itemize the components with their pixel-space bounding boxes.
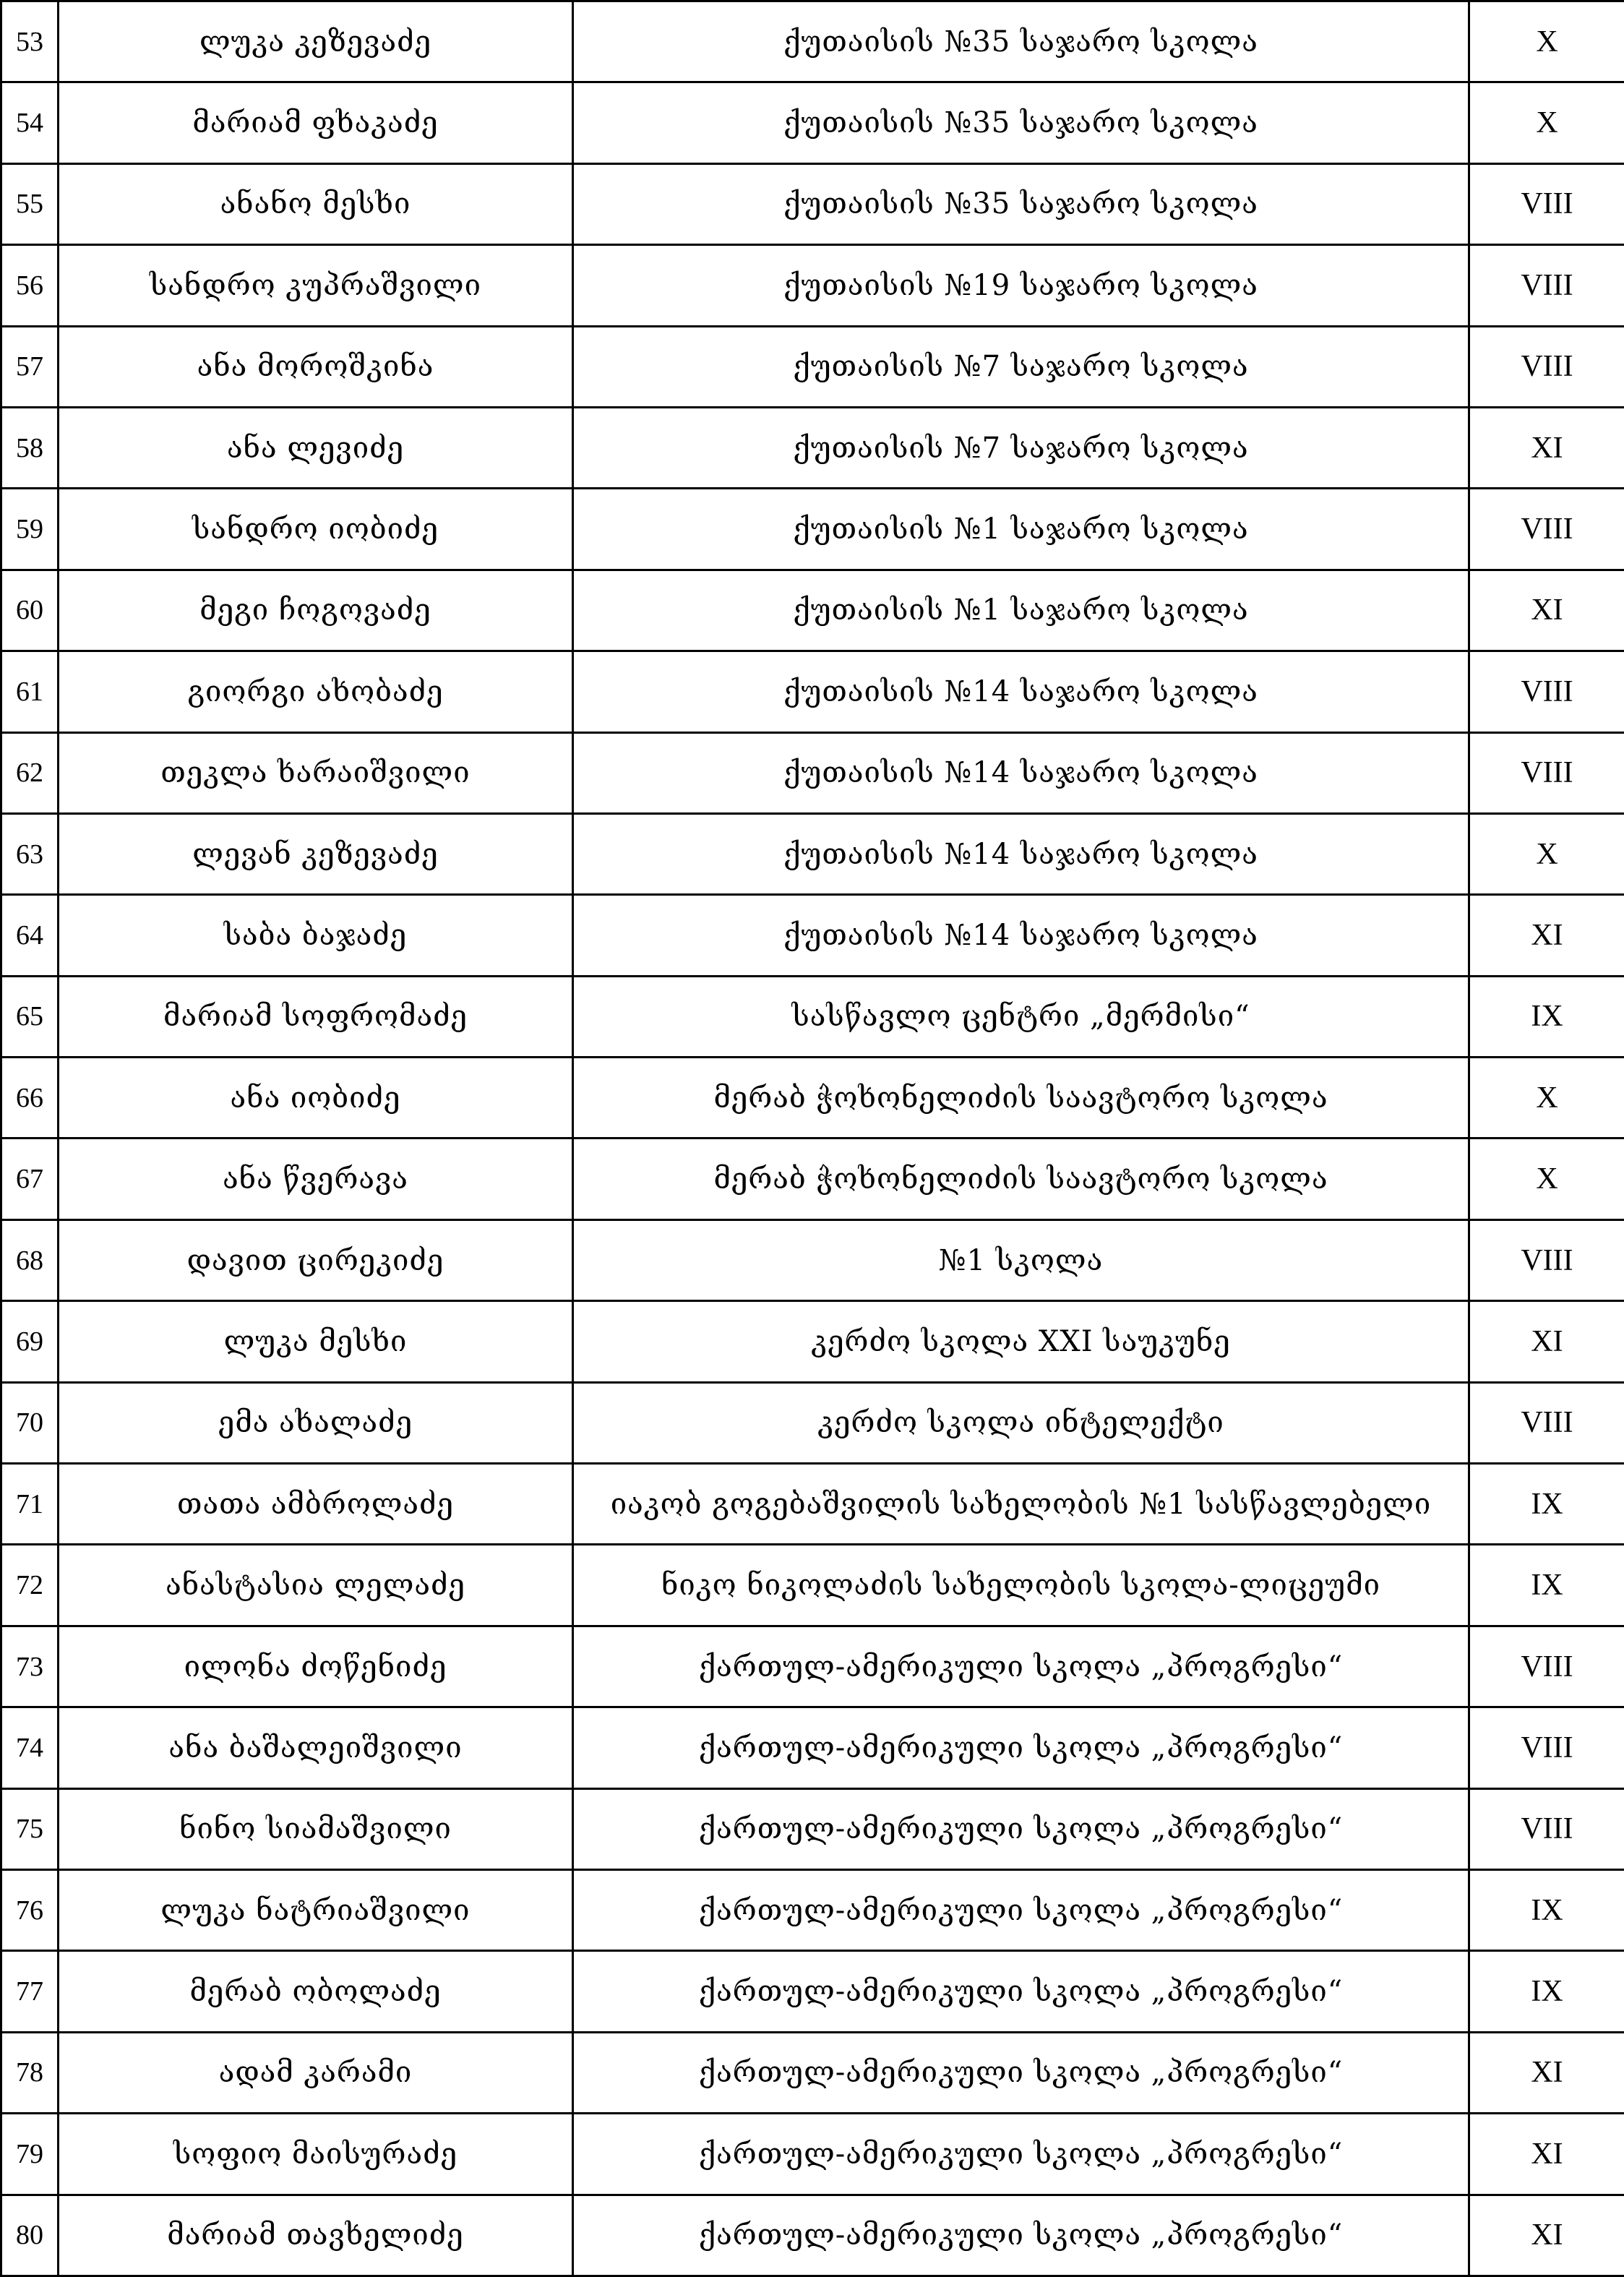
student-name-cell: გიორგი ახობაძე (59, 651, 573, 732)
grade-cell: XI (1469, 407, 1624, 488)
student-name-cell: ანა იობიძე (59, 1058, 573, 1138)
table-row (1, 732, 1624, 813)
school-name-cell: ნიკო ნიკოლაძის სახელობის სკოლა-ლიცეუმი (573, 1545, 1469, 1626)
row-number-cell: 61 (1, 651, 59, 732)
table-row (1, 82, 1624, 163)
table-row (1, 2114, 1624, 2195)
row-number-cell: 73 (1, 1626, 59, 1707)
table-row (1, 489, 1624, 570)
student-name-cell: ლუკა მესხი (59, 1301, 573, 1382)
school-name-cell: ქუთაისის №14 საჯარო სკოლა (573, 651, 1469, 732)
table-row (1, 1058, 1624, 1138)
grade-cell: XI (1469, 895, 1624, 976)
table-row (1, 326, 1624, 407)
table-row (1, 651, 1624, 732)
row-number-cell: 77 (1, 1951, 59, 2032)
grade-cell: XI (1469, 1301, 1624, 1382)
student-name-cell: სოფიო მაისურაძე (59, 2114, 573, 2195)
row-number-cell: 79 (1, 2114, 59, 2195)
row-number-cell: 75 (1, 1788, 59, 1869)
row-number-cell: 55 (1, 163, 59, 244)
student-name-cell: საბა ბაჯაძე (59, 895, 573, 976)
student-name-cell: თათა ამბროლაძე (59, 1464, 573, 1545)
grade-cell: VIII (1469, 489, 1624, 570)
school-name-cell: №1 სკოლა (573, 1219, 1469, 1300)
grade-cell: X (1469, 1, 1624, 82)
row-number-cell: 70 (1, 1382, 59, 1463)
table-row (1, 163, 1624, 244)
student-name-cell: ემა ახალაძე (59, 1382, 573, 1463)
row-number-cell: 53 (1, 1, 59, 82)
grade-cell: X (1469, 82, 1624, 163)
grade-cell: VIII (1469, 1219, 1624, 1300)
table-row (1, 1869, 1624, 1950)
school-name-cell: კერძო სკოლა XXI საუკუნე (573, 1301, 1469, 1382)
student-name-cell: ანანო მესხი (59, 163, 573, 244)
school-name-cell: ქუთაისის №35 საჯარო სკოლა (573, 82, 1469, 163)
row-number-cell: 67 (1, 1138, 59, 1219)
school-name-cell: ქართულ-ამერიკული სკოლა „პროგრესი“ (573, 2114, 1469, 2195)
school-name-cell: ქართულ-ამერიკული სკოლა „პროგრესი“ (573, 2032, 1469, 2113)
row-number-cell: 58 (1, 407, 59, 488)
row-number-cell: 69 (1, 1301, 59, 1382)
grade-cell: VIII (1469, 1788, 1624, 1869)
grade-cell: VIII (1469, 1626, 1624, 1707)
student-name-cell: ლუკა კეზევაძე (59, 1, 573, 82)
school-name-cell: ქართულ-ამერიკული სკოლა „პროგრესი“ (573, 1788, 1469, 1869)
grade-cell: XI (1469, 2032, 1624, 2113)
table-row (1, 1545, 1624, 1626)
student-name-cell: მერაბ ობოლაძე (59, 1951, 573, 2032)
grade-cell: IX (1469, 976, 1624, 1057)
row-number-cell: 60 (1, 570, 59, 651)
row-number-cell: 78 (1, 2032, 59, 2113)
table-row (1, 2195, 1624, 2276)
school-name-cell: ქუთაისის №14 საჯარო სკოლა (573, 813, 1469, 894)
student-name-cell: ადამ კარამი (59, 2032, 573, 2113)
student-name-cell: დავით ცირეკიძე (59, 1219, 573, 1300)
table-row (1, 1464, 1624, 1545)
table-row (1, 813, 1624, 894)
table-row (1, 1626, 1624, 1707)
school-name-cell: კერძო სკოლა ინტელექტი (573, 1382, 1469, 1463)
school-name-cell: მერაბ ჭოხონელიძის საავტორო სკოლა (573, 1138, 1469, 1219)
student-name-cell: ანა ბაშალეიშვილი (59, 1707, 573, 1788)
grade-cell: XI (1469, 2195, 1624, 2276)
school-name-cell: სასწავლო ცენტრი „მერმისი“ (573, 976, 1469, 1057)
student-name-cell: ნინო სიამაშვილი (59, 1788, 573, 1869)
school-name-cell: ქუთაისის №35 საჯარო სკოლა (573, 163, 1469, 244)
table-row (1, 1138, 1624, 1219)
school-name-cell: ქუთაისის №7 საჯარო სკოლა (573, 326, 1469, 407)
school-name-cell: ქართულ-ამერიკული სკოლა „პროგრესი“ (573, 2195, 1469, 2276)
grade-cell: XI (1469, 2114, 1624, 2195)
student-name-cell: ანა მოროშკინა (59, 326, 573, 407)
grade-cell: VIII (1469, 1382, 1624, 1463)
grade-cell: VIII (1469, 732, 1624, 813)
student-name-cell: მეგი ჩოგოვაძე (59, 570, 573, 651)
table-row (1, 407, 1624, 488)
table-row (1, 1, 1624, 82)
row-number-cell: 72 (1, 1545, 59, 1626)
row-number-cell: 54 (1, 82, 59, 163)
row-number-cell: 65 (1, 976, 59, 1057)
grade-cell: VIII (1469, 651, 1624, 732)
school-name-cell: მერაბ ჭოხონელიძის საავტორო სკოლა (573, 1058, 1469, 1138)
grade-cell: X (1469, 813, 1624, 894)
table-row (1, 1788, 1624, 1869)
grade-cell: XI (1469, 570, 1624, 651)
table-row (1, 1219, 1624, 1300)
student-name-cell: ლევან კეზევაძე (59, 813, 573, 894)
school-name-cell: იაკობ გოგებაშვილის სახელობის №1 სასწავლებელი (573, 1464, 1469, 1545)
row-number-cell: 74 (1, 1707, 59, 1788)
table-row (1, 2032, 1624, 2113)
grade-cell: X (1469, 1138, 1624, 1219)
table-row (1, 1382, 1624, 1463)
row-number-cell: 68 (1, 1219, 59, 1300)
row-number-cell: 63 (1, 813, 59, 894)
school-name-cell: ქუთაისის №14 საჯარო სკოლა (573, 732, 1469, 813)
student-name-cell: ანა წვერავა (59, 1138, 573, 1219)
row-number-cell: 66 (1, 1058, 59, 1138)
grade-cell: IX (1469, 1869, 1624, 1950)
table-row (1, 976, 1624, 1057)
student-name-cell: ანა ლევიძე (59, 407, 573, 488)
student-name-cell: თეკლა ხარაიშვილი (59, 732, 573, 813)
table-row (1, 895, 1624, 976)
student-name-cell: სანდრო იობიძე (59, 489, 573, 570)
school-name-cell: ქართულ-ამერიკული სკოლა „პროგრესი“ (573, 1707, 1469, 1788)
grade-cell: IX (1469, 1464, 1624, 1545)
row-number-cell: 62 (1, 732, 59, 813)
participants-table-body (1, 1, 1624, 2276)
row-number-cell: 57 (1, 326, 59, 407)
table-row (1, 1707, 1624, 1788)
school-name-cell: ქართულ-ამერიკული სკოლა „პროგრესი“ (573, 1951, 1469, 2032)
student-name-cell: ლუკა ნატრიაშვილი (59, 1869, 573, 1950)
row-number-cell: 64 (1, 895, 59, 976)
table-row (1, 245, 1624, 326)
grade-cell: VIII (1469, 163, 1624, 244)
grade-cell: VIII (1469, 1707, 1624, 1788)
table-row (1, 1301, 1624, 1382)
grade-cell: IX (1469, 1951, 1624, 2032)
grade-cell: VIII (1469, 245, 1624, 326)
table-row (1, 570, 1624, 651)
grade-cell: VIII (1469, 326, 1624, 407)
school-name-cell: ქართულ-ამერიკული სკოლა „პროგრესი“ (573, 1869, 1469, 1950)
row-number-cell: 80 (1, 2195, 59, 2276)
school-name-cell: ქუთაისის №19 საჯარო სკოლა (573, 245, 1469, 326)
table-row (1, 1951, 1624, 2032)
grade-cell: X (1469, 1058, 1624, 1138)
grade-cell: IX (1469, 1545, 1624, 1626)
student-name-cell: მარიამ ფხაკაძე (59, 82, 573, 163)
school-name-cell: ქუთაისის №14 საჯარო სკოლა (573, 895, 1469, 976)
student-name-cell: ანასტასია ლელაძე (59, 1545, 573, 1626)
student-name-cell: სანდრო კუპრაშვილი (59, 245, 573, 326)
student-name-cell: მარიამ სოფრომაძე (59, 976, 573, 1057)
school-name-cell: ქუთაისის №1 საჯარო სკოლა (573, 570, 1469, 651)
school-name-cell: ქუთაისის №35 საჯარო სკოლა (573, 1, 1469, 82)
school-name-cell: ქუთაისის №1 საჯარო სკოლა (573, 489, 1469, 570)
row-number-cell: 76 (1, 1869, 59, 1950)
row-number-cell: 59 (1, 489, 59, 570)
student-name-cell: მარიამ თავხელიძე (59, 2195, 573, 2276)
row-number-cell: 71 (1, 1464, 59, 1545)
school-name-cell: ქუთაისის №7 საჯარო სკოლა (573, 407, 1469, 488)
school-name-cell: ქართულ-ამერიკული სკოლა „პროგრესი“ (573, 1626, 1469, 1707)
student-name-cell: ილონა ძოწენიძე (59, 1626, 573, 1707)
row-number-cell: 56 (1, 245, 59, 326)
